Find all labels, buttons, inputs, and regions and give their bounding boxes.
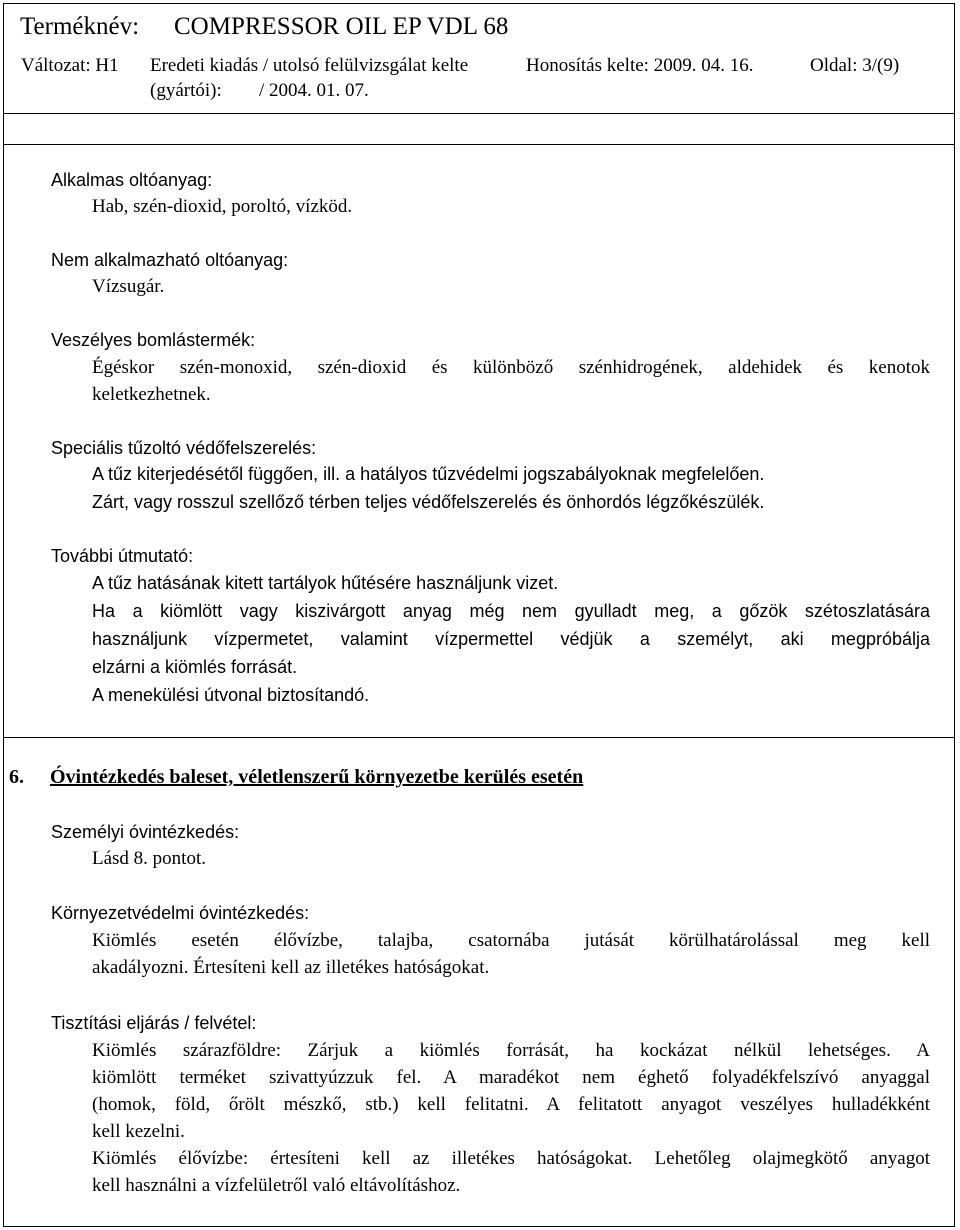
further-text-line: Ha a kiömlött vagy kiszivárgott anyag még nem gyulladt meg, a gőzök szétoszlatására [92, 601, 930, 621]
unsuitable-media-text: Vízsugár. [92, 276, 165, 297]
original-issue-date: / 2004. 01. 07. [259, 80, 369, 101]
original-issue-label-cont: (gyártói): [150, 80, 222, 101]
cleanup-text-line: Kiömlés élővízbe: értesíteni kell az illetékes hatóságokat. Lehetőleg olajmegkötő anyagot [92, 1148, 930, 1169]
cleanup-text-line: (homok, föld, őrölt mészkő, stb.) kell felitatni. A felitatott anyagot veszélyes hulladékként [92, 1094, 930, 1115]
product-name: COMPRESSOR OIL EP VDL 68 [174, 13, 509, 40]
suitable-media-label: Alkalmas oltóanyag: [51, 170, 213, 190]
environmental-text-line: akadályozni. Értesíteni kell az illetékes hatóságokat. [92, 957, 490, 978]
section-number: 6. [9, 766, 24, 788]
ppe-text-line: Zárt, vagy rosszul szellőző térben teljes védőfelszerelés és önhordós légzőkészülék. [92, 492, 765, 512]
unsuitable-media-label: Nem alkalmazható oltóanyag: [51, 250, 289, 270]
environmental-text-line: Kiömlés esetén élővízbe, talajba, csatornába jutását körülhatárolással meg kell [92, 930, 930, 951]
hazard-text-line: Égéskor szén-monoxid, szén-dioxid és különböző szénhidrogének, aldehidek és kenotok [92, 357, 930, 378]
further-text-line: A menekülési útvonal biztosítandó. [92, 685, 370, 705]
cleanup-text-line: kell kezelni. [92, 1121, 185, 1142]
product-name-row [20, 13, 509, 41]
ppe-text-line: A tűz kiterjedésétől függően, ill. a hatályos tűzvédelmi jogszabályoknak megfelelően. [92, 464, 765, 484]
validation-date: Honosítás kelte: 2009. 04. 16. [526, 55, 754, 76]
hazard-label: Veszélyes bomlástermék: [51, 330, 256, 350]
further-text-line: elzárni a kiömlés forrását. [92, 657, 298, 677]
cleanup-text-line: kell használni a vízfelületről való eltávolításhoz. [92, 1175, 461, 1196]
version: Változat: H1 [21, 55, 119, 76]
personal-precautions-text: Lásd 8. pontot. [92, 848, 206, 869]
further-text-line: A tűz hatásának kitett tartályok hűtésére használjunk vizet. [92, 573, 559, 593]
ppe-label: Speciális tűzoltó védőfelszerelés: [51, 438, 317, 458]
hazard-text-line: keletkezhetnek. [92, 384, 211, 405]
section-title: Óvintézkedés baleset, véletlenszerű környezetbe kerülés esetén [50, 766, 584, 788]
original-issue-label: Eredeti kiadás / utolsó felülvizsgálat kelte [150, 55, 469, 76]
further-text-line: használjunk vízpermetet, valamint vízpermettel védjük a személyt, aki megpróbálja [92, 629, 930, 649]
document-header [3, 3, 955, 114]
product-label: Terméknév: [20, 13, 140, 40]
suitable-media-text: Hab, szén-dioxid, poroltó, vízköd. [92, 196, 353, 217]
environmental-precautions-label: Környezetvédelmi óvintézkedés: [51, 903, 310, 923]
cleanup-text-line: Kiömlés szárazföldre: Zárjuk a kiömlés forrását, ha kockázat nélkül lehetséges. A [92, 1040, 930, 1061]
further-guidance-label: További útmutató: [51, 546, 194, 566]
cleanup-text-line: kiömlött terméket szivattyúzzuk fel. A maradékot nem éghető folyadékfelszívó anyaggal [92, 1067, 930, 1088]
personal-precautions-label: Személyi óvintézkedés: [51, 822, 240, 842]
page-number: Oldal: 3/(9) [810, 55, 900, 76]
cleanup-label: Tisztítási eljárás / felvétel: [51, 1013, 257, 1033]
